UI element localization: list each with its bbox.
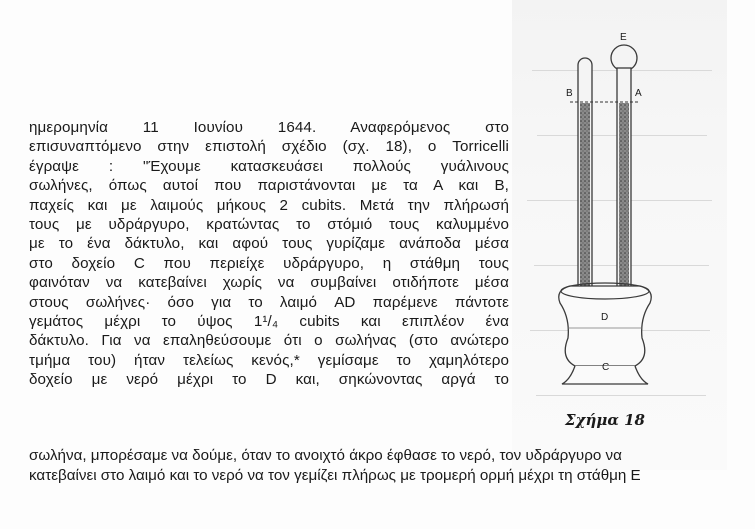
paragraph-wide-line-2: κατεβαίνει στο λαιμό και το νερό να τον γεμίζει πλήρως με τρομερή ορμή μέχρι τη στάθμη Ε — [29, 467, 641, 484]
figure-caption: Σχήμα 18 — [565, 411, 645, 429]
label-d: D — [601, 312, 609, 323]
torricelli-figure — [540, 28, 670, 408]
main-paragraph — [29, 118, 509, 389]
paragraph-line: τμήμα του) ήταν τελείως κενός,* γεμίσαμε το χαμηλότερο — [29, 351, 509, 369]
paragraph-line: δάκτυλο. Για να επαληθεύσουμε ότι ο σωλήνας (στο ανώτερο — [29, 332, 509, 350]
paragraph-line: επισυναπτόμενο στην επιστολή σχέδιο (σχ. 18), ο Torricelli — [29, 138, 509, 156]
paragraph-line: στους σωλήνες· όσο για το λαιμό AD παρέμενε πάντοτε — [29, 293, 509, 311]
paragraph-wide-line-1: σωλήνα, μπορέσαμε να δούμε, όταν το ανοιχτό άκρο έφθασε το νερό, τον υδράργυρο να — [29, 447, 622, 464]
paragraph-line: στο δοχείο C που περιείχε υδράργυρο, η στάθμη τους — [29, 254, 509, 272]
paragraph-line: ημερομηνία 11 Ιουνίου 1644. Αναφερόμενος στο — [29, 119, 509, 136]
label-a: A — [635, 88, 642, 99]
paragraph-line: σωλήνες, όπως αυτοί που παριστάνονται με τα Α και Β, — [29, 177, 509, 195]
paragraph-line: παχείς και με λαιμούς μήκους 2 cubits. Μετά την πλήρωσή — [29, 196, 509, 214]
paragraph-line: γεμάτος μέχρι το ύψος 1¹/₄ cubits και επιπλέον ένα — [29, 312, 509, 330]
paragraph-line: τους με υδράργυρο, κρατώντας το στόμιό τους καλυμμένο — [29, 215, 509, 233]
paragraph-line: με το ένα δάκτυλο, και αφού τους γυρίζαμε ανάποδα μέσα — [29, 235, 509, 253]
label-c: C — [602, 362, 610, 373]
label-b: B — [566, 88, 573, 99]
label-e: E — [620, 32, 627, 43]
paragraph-line: φαινόταν να κατεβαίνει χωρίς να συμβαίνει οτιδήποτε μέσα — [29, 274, 509, 292]
paragraph-line: έγραψε : "Έχουμε κατασκευάσει πολλούς γυάλινους — [29, 157, 509, 175]
paragraph-line: δοχείο με νερό μέχρι το D και, σηκώνοντας αργά το — [29, 371, 509, 389]
